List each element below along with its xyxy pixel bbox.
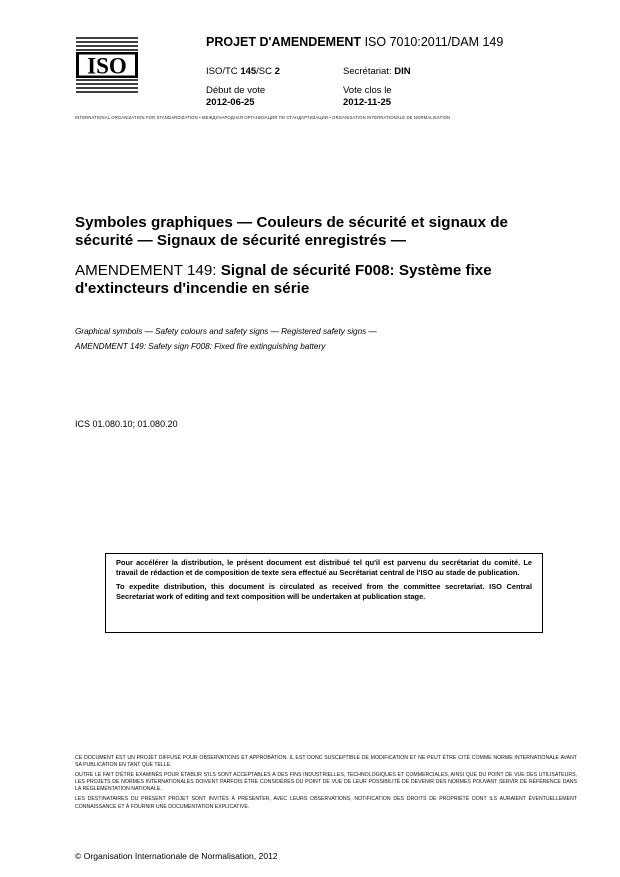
english-title-line-1: Graphical symbols — Safety colours and safety signs — Registered safety signs — [75,327,377,336]
vote-start-date: 2012-06-25 [206,97,255,108]
committee-ref: ISO/TC 145/SC 2 [206,66,280,77]
projet-label: PROJET D'AMENDEMENT [206,35,362,49]
disclaimer-paragraph: CE DOCUMENT EST UN PROJET DIFFUSÉ POUR OBSERVATIONS ET APPROBATION. IL EST DONC SUSCEPTIBLE DE MODIFICATION ET NE PEUT ÊTRE CITÉ COMME NORME INTERNATIONALE AVANT SA PUBLICATION EN TANT QUE TELLE. [75,755,577,769]
french-title: Symboles graphiques — Couleurs de sécurité et signaux de sécurité — Signaux de sécurité enregistrés — [75,214,508,249]
notice-french: Pour accélérer la distribution, le présent document est distribué tel qu'il est parvenu du secrétariat du comité. Le travail de rédaction et de composition de texte sera effectué au Secrétariat central de l'ISO au stade de publication. [116,558,532,577]
copyright-notice: © Organisation Internationale de Normalisation, 2012 [75,851,278,861]
english-title-line-2: AMENDMENT 149: Safety sign F008: Fixed fire extinguishing battery [75,342,326,351]
english-title [75,324,575,354]
distribution-notice [105,553,543,633]
vote-end-label: Vote clos le [343,85,392,96]
amendment-title: AMENDEMENT 149: Signal de sécurité F008: Système fixe d'extincteurs d'incendie en série [75,262,492,297]
disclaimer-paragraph: OUTRE LE FAIT D'ÊTRE EXAMINÉS POUR ÉTABLIR S'ILS SONT ACCEPTABLES À DES FINS INDUSTRIELLES, TECHNOLOGIQUES ET COMMERCIALES, AINSI QUE DU POINT DE VUE DES UTILISATEURS, LES PROJETS DE NORMES INTERNATIONALES DOIVENT PARFOIS ÊTRE CONSIDÉRÉS DU POINT DE VUE DE LEUR POSSIBILITÉ DE DEVENIR DES NORMES POUVANT SERVIR DE RÉFÉRENCE DANS LA RÉGLEMENTATION NATIONALE. [75,772,577,793]
iso-logo [76,36,138,94]
secretariat: Secrétariat: DIN [343,66,411,77]
document-type [206,35,503,49]
vote-start-label: Début de vote [206,85,266,96]
document-reference: ISO 7010:2011/DAM 149 [364,35,504,49]
ics-codes: ICS 01.080.10; 01.080.20 [75,419,178,429]
notice-english: To expedite distribution, this document is circulated as received from the committee secretariat. ISO Central Secretariat work of editing and text composition will be undertaken at publication stage. [116,582,532,601]
disclaimer-paragraph: LES DESTINATAIRES DU PRÉSENT PROJET SONT INVITÉS À PRÉSENTER, AVEC LEURS OBSERVATIONS, NOTIFICATION DES DROITS DE PROPRIÉTÉ DONT ILS AURAIENT ÉVENTUELLEMENT CONNAISSANCE ET À FOURNIR UNE DOCUMENTATION EXPLICATIVE. [75,796,577,810]
draft-disclaimer [75,755,577,814]
svg-text:ISO: ISO [87,53,127,79]
organization-names: INTERNATIONAL ORGANIZATION FOR STANDARDIZATION • МЕЖДУНАРОДНАЯ ОРГАНИЗАЦИЯ ПО СТАНДАРТИЗАЦИИ • ORGANISATION INTERNATIONALE DE NORMALISATION [75,115,451,120]
vote-end-date: 2012-11-25 [343,97,392,108]
